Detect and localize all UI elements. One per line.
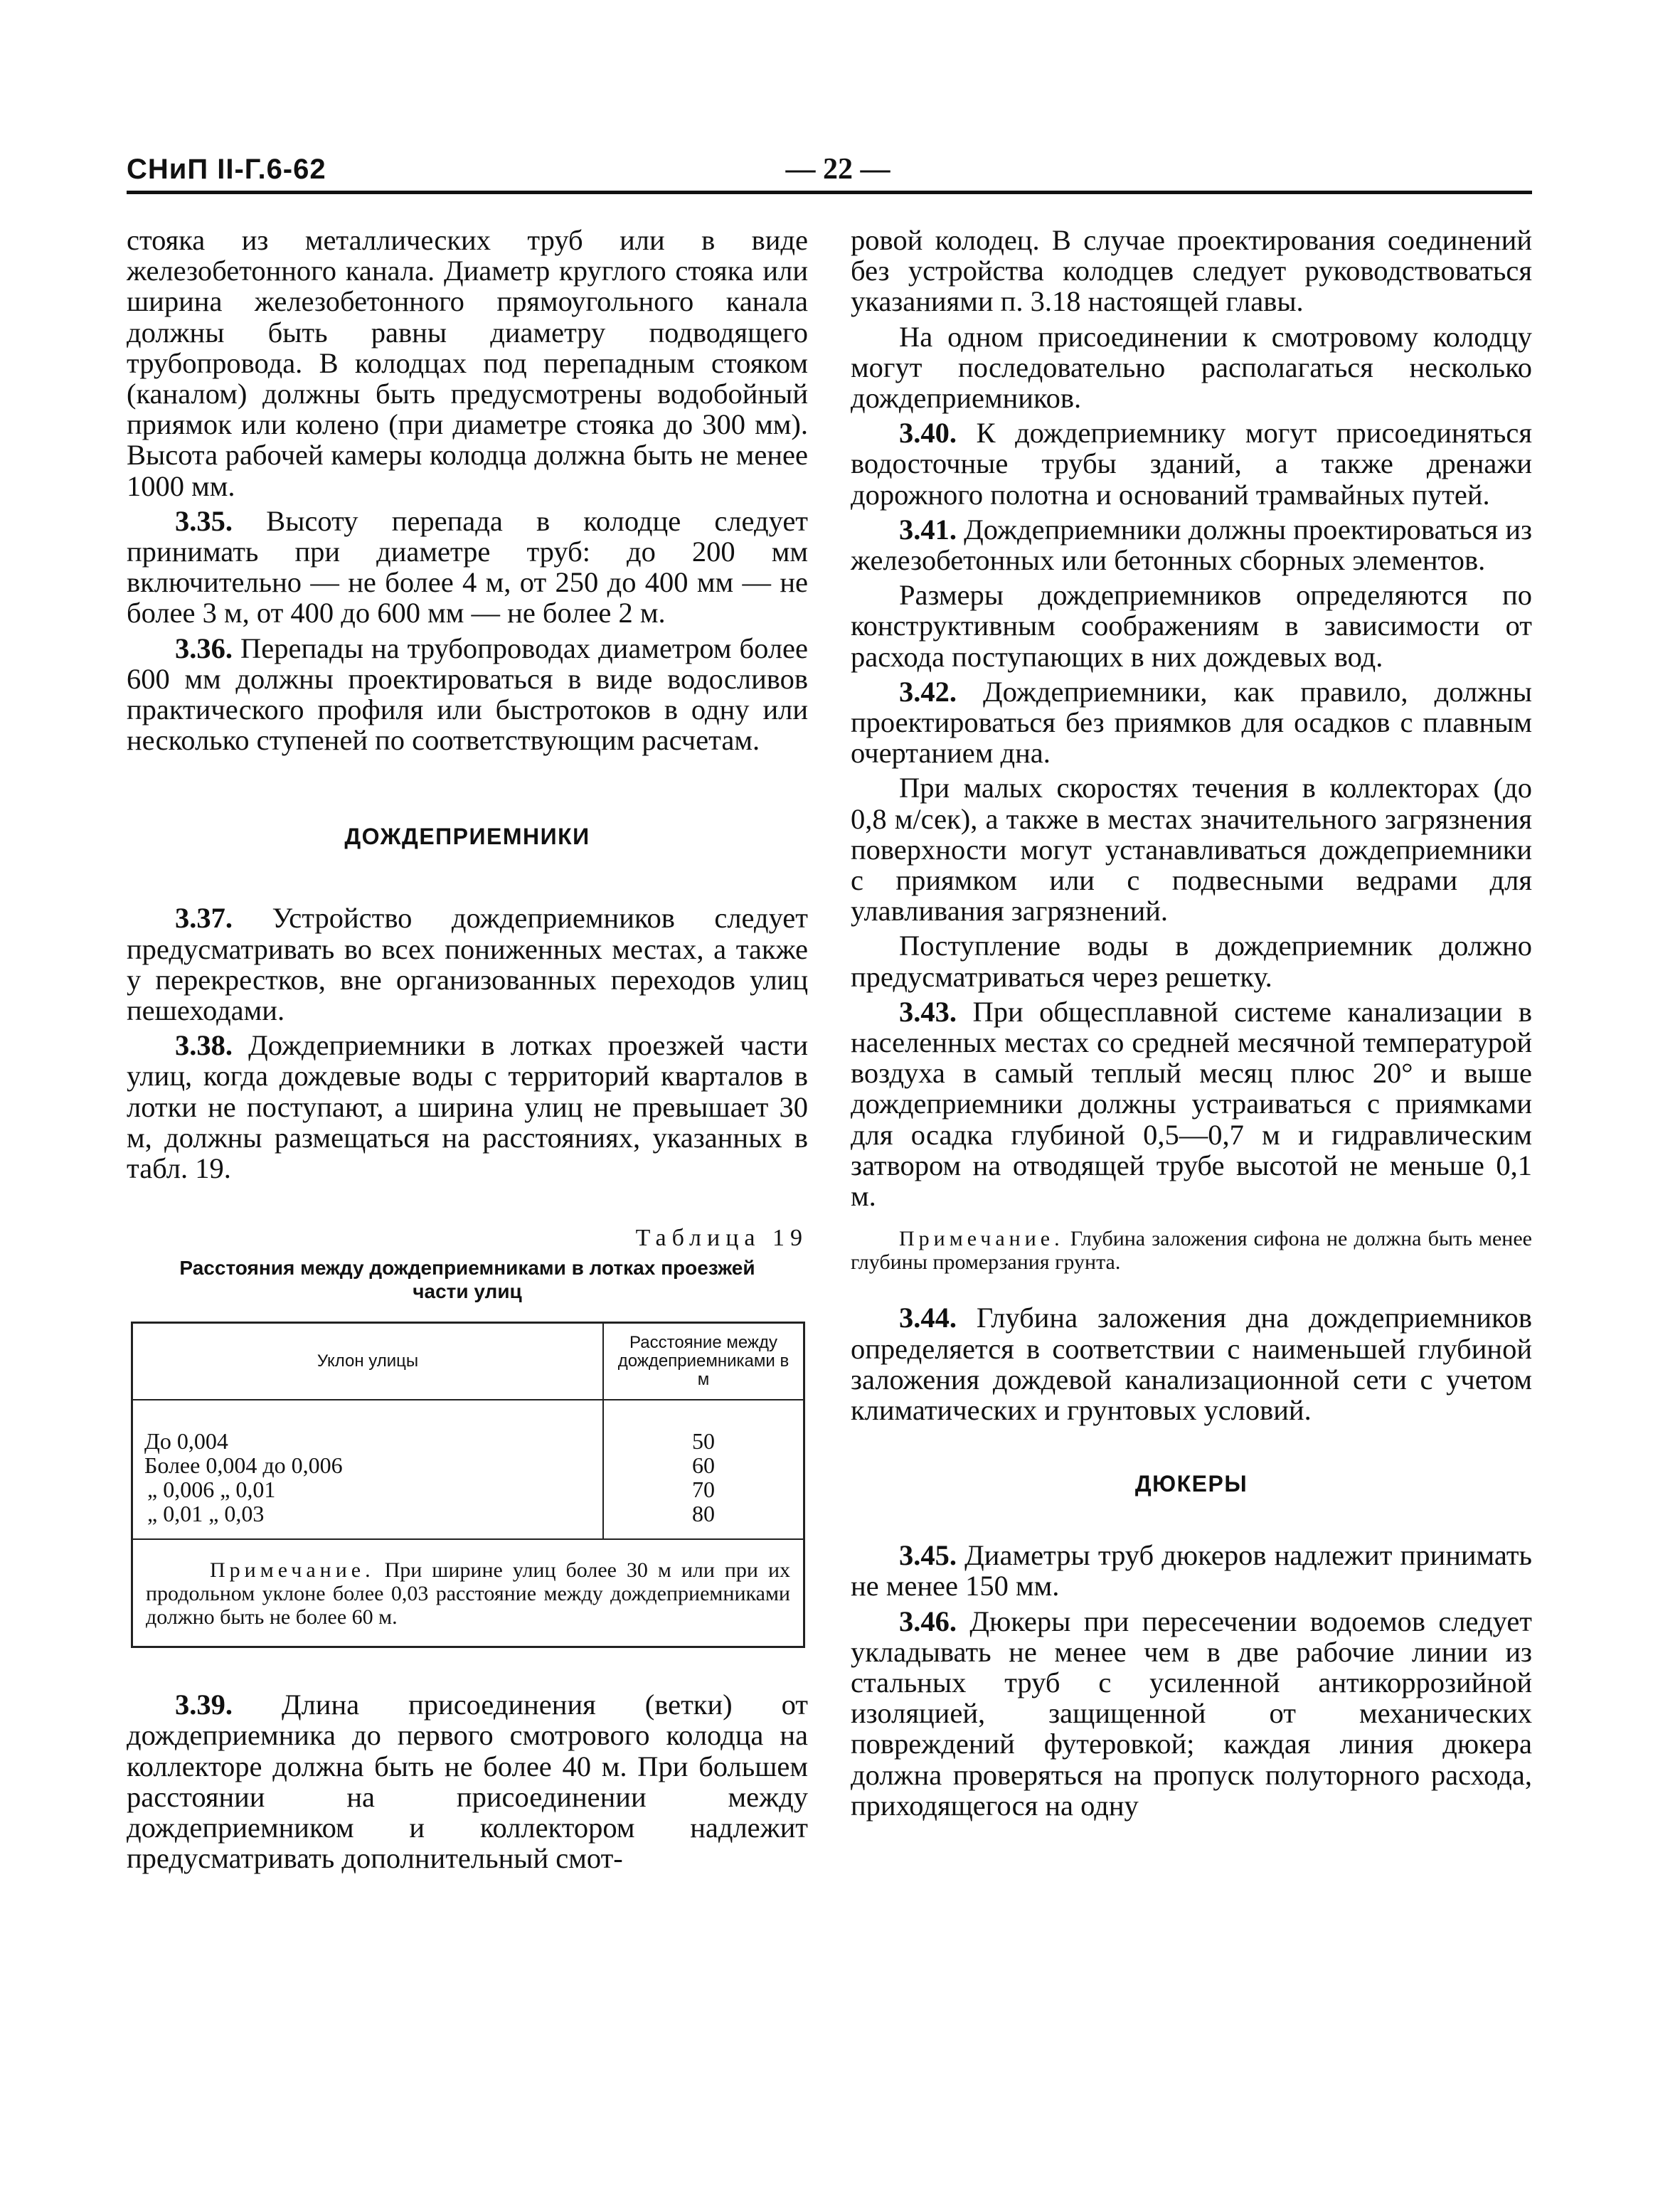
paragraph-3-42 [851,676,1532,769]
paragraph-3-37 [127,903,808,1026]
distance-cell: 60 [692,1452,715,1479]
note-3-43 [851,1227,1532,1274]
paragraph-3-45 [851,1540,1532,1601]
clause-text: Диаметры труб дюкеров надлежит принимать не менее 150 мм. [851,1539,1532,1602]
paragraph-3-40 [851,418,1532,510]
clause-number: 3.43. [899,995,957,1028]
clause-text: Высоту перепада в колодце следует принимать при диаметре труб: до 200 мм включительно — не более 4 м, от 250 до 400 мм — не более 3 м, от 400 до 600 мм — не более 2 м. [127,504,808,629]
slope-cell: Более 0,004 до 0,006 [144,1452,343,1479]
distance-table [133,1324,803,1538]
clause-text: Перепады на трубопроводах диаметром более 600 мм должны проектироваться в виде водосливов практического профиля или быстротоков в одну или несколько ступеней по соответствующим расчетам. [127,632,808,757]
clause-text: Дождеприемники в лотках проезжей части улиц, когда дождевые воды с территорий кварталов в лотки не поступают, а ширина улиц не превышает 30 м, должны размещаться на расстояниях, указанных в табл. 19. [127,1029,808,1185]
right-column [851,225,1532,1821]
clause-number: 3.41. [899,513,957,546]
distance-cell: 80 [692,1501,715,1527]
page-number: — 22 — [785,153,890,186]
clause-number: 3.46. [899,1605,957,1637]
paragraph-inlets: На одном присоединении к смотровому колодцу могут последовательно располагаться несколько дождеприемников. [851,320,1532,415]
document-code: СНиП II-Г.6-62 [127,154,326,185]
clause-number: 3.44. [899,1302,957,1334]
clause-text: При общесплавной системе канализации в населенных местах со средней месячной температурой воздуха в самый теплый месяц плюс 20° и выше дождеприемники должны устраиваться с приямками для осадка глубиной 0,5—0,7 м и гидравлическим затвором на отводящей трубе высотой не меньше 0,1 м. [851,995,1532,1213]
clause-number: 3.36. [175,632,233,664]
paragraph-sizes: Размеры дождеприемников определяются по конструктивным соображениям в зависимости от расхода поступающих в них дождевых вод. [851,579,1532,673]
clause-text: Глубина заложения дна дождеприемников определяется в соответствии с наименьшей глубиной заложения дождевой канализационной сети с учетом климатических и грунтовых условий. [851,1302,1532,1426]
clause-text: Дюкеры при пересечении водоемов следует укладывать не менее чем в две рабочие линии из стальных труб с усиленной антикоррозийной изоляцией, защищенной от механических повреждений футеровкой; каждая линия дюкера должна проверяться на пропуск полуторного расхода, приходящегося на одну [851,1605,1532,1822]
clause-text: Дождеприемники должны проектироваться из железобетонных или бетонных сборных элементов. [851,513,1532,577]
clause-number: 3.42. [899,675,957,708]
table-title: Расстояния между дождеприемниками в лотках проезжей части улиц [179,1257,755,1303]
section-heading-siphons: ДЮКЕРЫ [1134,1471,1248,1497]
table-label: Таблица 19 [635,1225,808,1252]
clause-text: К дождеприемнику могут присоединяться водосточные трубы зданий, а также дренажи дорожного полотна и оснований трамвайных путей. [851,417,1532,511]
paragraph-3-35 [127,506,808,629]
paragraph-3-39 [127,1689,808,1873]
clause-number: 3.37. [175,902,233,935]
table-header-row [133,1324,803,1400]
clause-number: 3.39. [175,1689,233,1721]
clause-number: 3.35. [175,504,233,537]
note-label: Примечание. [899,1227,1064,1251]
paragraph-3-36 [127,633,808,756]
page-header [127,151,1532,194]
table-note [133,1538,803,1646]
paragraph-continued: стояка из металлических труб или в виде железобетонного канала. Диаметр круглого стояка или ширина железобетонного прямоугольного канала должны быть равны диаметру подводящего трубопровода. В колодцах под перепадным стояком (каналом) должны быть предусмотрены водобойный приямок или колено (при диаметре стояка до 300 мм). Высота рабочей камеры колодца должна быть не менее 1000 мм. [127,224,808,502]
paragraph-3-46 [851,1606,1532,1821]
clause-number: 3.38. [175,1029,233,1062]
column-header-distance: Расстояние между дождеприемниками в м [603,1324,803,1400]
slope-cell-group [133,1400,603,1538]
table-frame [131,1322,805,1648]
note-text: При ширине улиц более 30 м или при их продольном уклоне более 0,03 расстояние между дождеприемниками должно быть не более 60 м. [146,1558,790,1630]
column-header-slope: Уклон улицы [133,1324,603,1400]
paragraph-continued: ровой колодец. В случае проектирования соединений без устройства колодцев следует руководствоваться указаниями п. 3.18 настоящей главы. [851,224,1532,318]
section-heading-rain-inlets: ДОЖДЕПРИЕМНИКИ [344,824,590,850]
clause-text: Длина присоединения (ветки) от дождеприемника до первого смотрового колодца на коллекторе должна быть не более 40 м. При большем расстоянии на присоединении между дождеприемником и коллектором надлежит предусматривать дополнительный смот- [127,1689,808,1875]
paragraph-grate: Поступление воды в дождеприемник должно предусматриваться через решетку. [851,930,1532,993]
paragraph-3-43 [851,996,1532,1211]
distance-cell-group [603,1400,803,1538]
table-row [133,1400,803,1538]
paragraph-3-44 [851,1302,1532,1425]
distance-cell: 50 [692,1428,715,1455]
slope-cell: „ 0,006 „ 0,01 [147,1477,276,1503]
note-text: Глубина заложения сифона не должна быть менее глубины промерзания грунта. [851,1227,1532,1275]
slope-cell: „ 0,01 „ 0,03 [147,1501,265,1527]
note-label: Примечание. [210,1558,375,1583]
clause-text: Устройство дождеприемников следует предусматривать во всех пониженных местах, а также у перекрестков, вне организованных переходов улиц пешеходами. [127,902,808,1027]
left-column [127,225,808,1874]
slope-cell: До 0,004 [144,1428,228,1455]
clause-text: Дождеприемники, как правило, должны проектироваться без приямков для осадков с плавным очертанием дна. [851,675,1532,770]
paragraph-3-38 [127,1030,808,1184]
clause-number: 3.45. [899,1539,957,1572]
paragraph-3-41 [851,514,1532,575]
clause-number: 3.40. [899,417,957,450]
paragraph-low-speed: При малых скоростях течения в коллекторах (до 0,8 м/сек), а также в местах значительного загрязнения поверхности могут устанавливаться дождеприемники с приямком или с подвесными ведрами для улавливания загрязнений. [851,772,1532,927]
distance-cell: 70 [692,1477,715,1503]
table-19 [127,1225,808,1648]
